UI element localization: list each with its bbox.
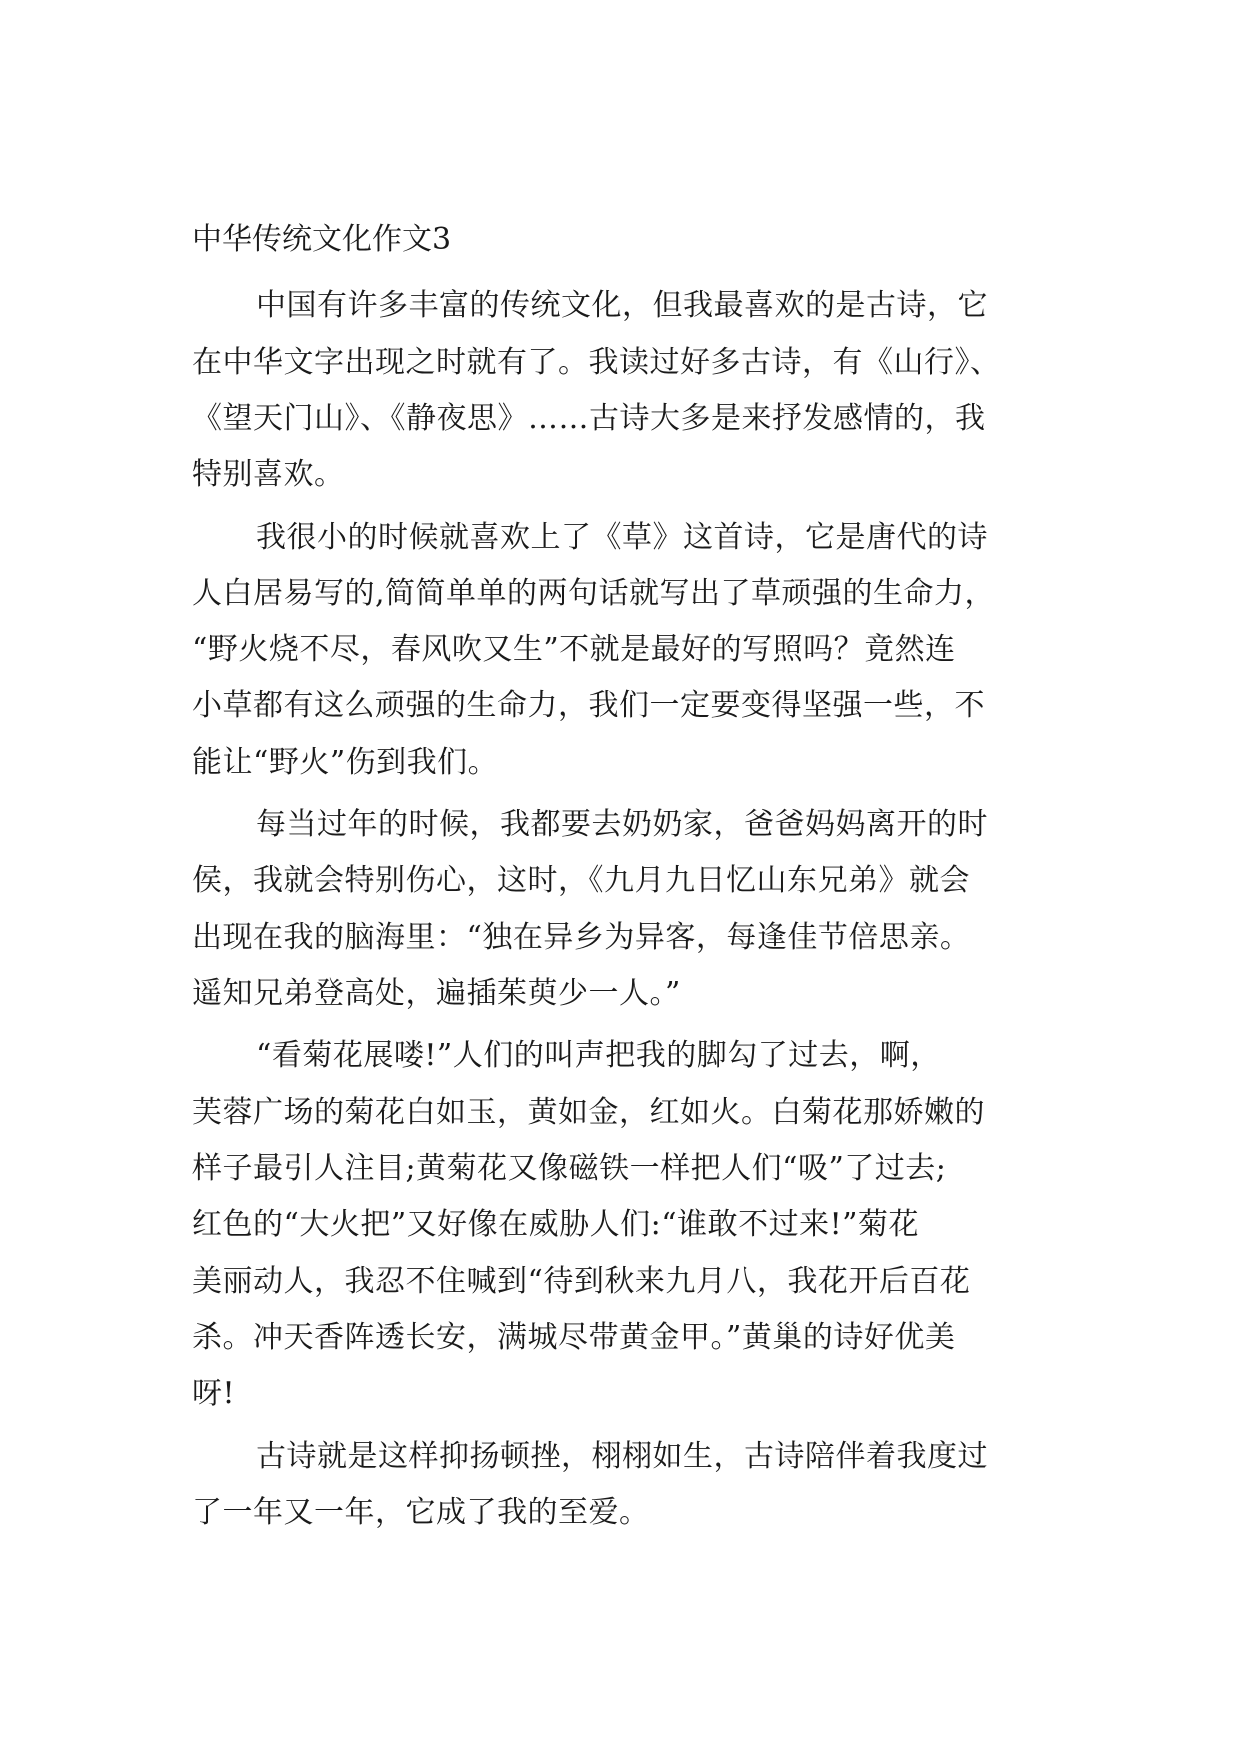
paragraph-1-line-3: 《望天门山》、《静夜思》……古诗大多是来抒发感情的，我 [192, 401, 986, 436]
paragraph-4-line-7: 呀! [192, 1376, 236, 1411]
paragraph-5-line-1: 古诗就是这样抑扬顿挫，栩栩如生，古诗陪伴着我度过 [256, 1439, 988, 1474]
paragraph-1-line-4: 特别喜欢。 [192, 457, 345, 492]
paragraph-4-line-5: 美丽动人，我忍不住喊到“待到秋来九月八，我花开后百花 [192, 1264, 971, 1299]
paragraph-1-line-2: 在中华文字出现之时就有了。我读过好多古诗，有《山行》、 [192, 345, 1001, 380]
paragraph-3-line-2: 侯，我就会特别伤心，这时，《九月九日忆山东兄弟》就会 [192, 863, 970, 898]
essay-title: 中华传统文化作文3 [192, 222, 452, 257]
paragraph-2-line-1: 我很小的时候就喜欢上了《草》这首诗，它是唐代的诗 [256, 520, 988, 555]
paragraph-4-line-4: 红色的“大火把”又好像在威胁人们:“谁敢不过来!”菊花 [192, 1207, 920, 1242]
paragraph-2-line-5: 能让“野火”伤到我们。 [192, 745, 499, 780]
paragraph-2-line-4: 小草都有这么顽强的生命力，我们一定要变得坚强一些，不 [192, 688, 985, 723]
paragraph-2-line-3: “野火烧不尽，春风吹又生”不就是最好的写照吗？竟然连 [192, 632, 956, 667]
paragraph-2-line-2: 人白居易写的,简简单单的两句话就写出了草顽强的生命力， [192, 576, 996, 611]
paragraph-1-line-1: 中国有许多丰富的传统文化，但我最喜欢的是古诗，它 [256, 288, 988, 323]
paragraph-4-line-6: 杀。冲天香阵透长安，满城尽带黄金甲。”黄巢的诗好优美 [192, 1320, 956, 1355]
paragraph-4-line-3: 样子最引人注目;黄菊花又像磁铁一样把人们“吸”了过去; [192, 1151, 947, 1186]
paragraph-3-line-1: 每当过年的时候，我都要去奶奶家，爸爸妈妈离开的时 [256, 807, 988, 842]
paragraph-4-line-1: “看菊花展喽!”人们的叫声把我的脚勾了过去，啊， [256, 1038, 941, 1073]
paragraph-5-line-2: 了一年又一年，它成了我的至爱。 [192, 1495, 650, 1530]
paragraph-3-line-3: 出现在我的脑海里：“独在异乡为异客，每逢佳节倍思亲。 [192, 920, 971, 955]
paragraph-3-line-4: 遥知兄弟登高处，遍插茱萸少一人。” [192, 976, 681, 1011]
paragraph-4-line-2: 芙蓉广场的菊花白如玉，黄如金，红如火。白菊花那娇嫩的 [192, 1095, 985, 1130]
